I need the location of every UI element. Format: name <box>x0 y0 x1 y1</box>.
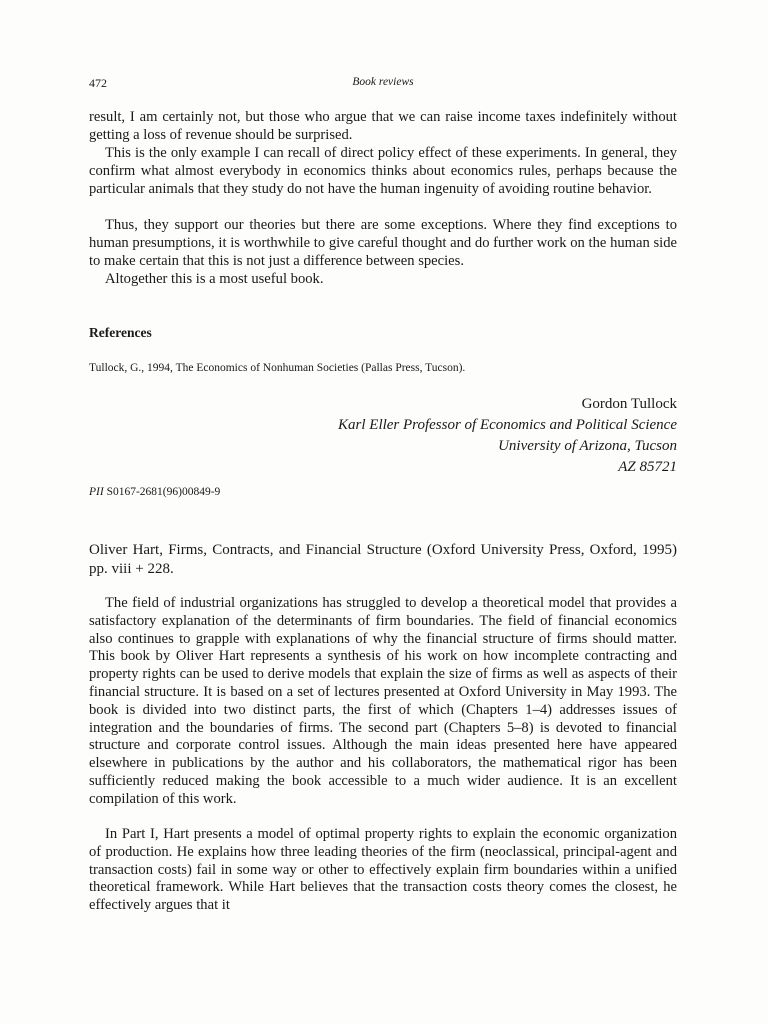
review-paragraph-intro: The field of industrial organizations has struggled to develop a theoretical model that provides a satisfactory explanation of the determinants of firm boundaries. The field of financial economics also continues to grapple with explanations of why the financial structure of firms should matter. This book by Oliver Hart represents a synthesis of his work on how incomplete contracting and property rights can be used to derive models that explain the size of firms as well as aspects of their financial structure. It is based on a set of lectures presented at Oxford University in May 1993. The book is divided into two distinct parts, the first of which (Chapters 1–4) addresses issues of integration and the boundaries of firms. The second part (Chapters 5–8) is devoted to financial structure and corporate control issues. Although the main ideas presented here have appeared elsewhere in publications by the author and his collaborators, the mathematical rigor has been sufficiently reduced making the book accessible to a much wider audience. It is an excellent compilation of this work. <box>89 595 677 807</box>
reviewer-institution: University of Arizona, Tucson <box>498 438 677 454</box>
reviewer-title: Karl Eller Professor of Economics and Political Science <box>338 417 677 433</box>
references-heading: References <box>89 325 152 340</box>
pii-label: PII <box>89 486 104 498</box>
reference-entry: Tullock, G., 1994, The Economics of Nonhuman Societies (Pallas Press, Tucson). <box>89 362 466 374</box>
reviewer-signature <box>338 394 677 478</box>
paragraph-policy-effect: This is the only example I can recall of direct policy effect of these experiments. In general, they confirm what almost everybody in economics thinks about economics rules, perhaps because the particular animals that they study do not have the human ingenuity of avoiding routine behavior. <box>89 145 677 197</box>
reviewer-name: Gordon Tullock <box>581 396 677 412</box>
pii-value: S0167-2681(96)00849-9 <box>106 486 221 498</box>
paragraph-exceptions: Thus, they support our theories but there are some exceptions. Where they find exceptions to human presumptions, it is worthwhile to give careful thought and do further work on the human side to make certain that this is not just a difference between species. <box>89 217 677 269</box>
paragraph-conclusion: Altogether this is a most useful book. <box>105 271 324 287</box>
running-title: Book reviews <box>352 76 414 88</box>
review-citation: Oliver Hart, Firms, Contracts, and Financial Structure (Oxford University Press, Oxford, 1995) pp. viii + 228. <box>89 542 677 577</box>
review-paragraph-part-one: In Part I, Hart presents a model of optimal property rights to explain the economic organization of production. He explains how three leading theories of the firm (neoclassical, principal-agent and transaction costs) fail in some way or other to effectively explain firm boundaries within a unified theoretical framework. While Hart believes that the transaction costs theory comes the closest, he effectively argues that it <box>89 826 677 914</box>
paragraph-continuation: result, I am certainly not, but those who argue that we can raise income taxes indefinitely without getting a loss of revenue should be surprised. <box>89 109 677 143</box>
page-header <box>89 76 677 94</box>
pii-identifier <box>89 486 220 498</box>
page-number: 472 <box>89 76 107 90</box>
reviewer-postal: AZ 85721 <box>618 459 677 475</box>
journal-page <box>89 0 677 1024</box>
